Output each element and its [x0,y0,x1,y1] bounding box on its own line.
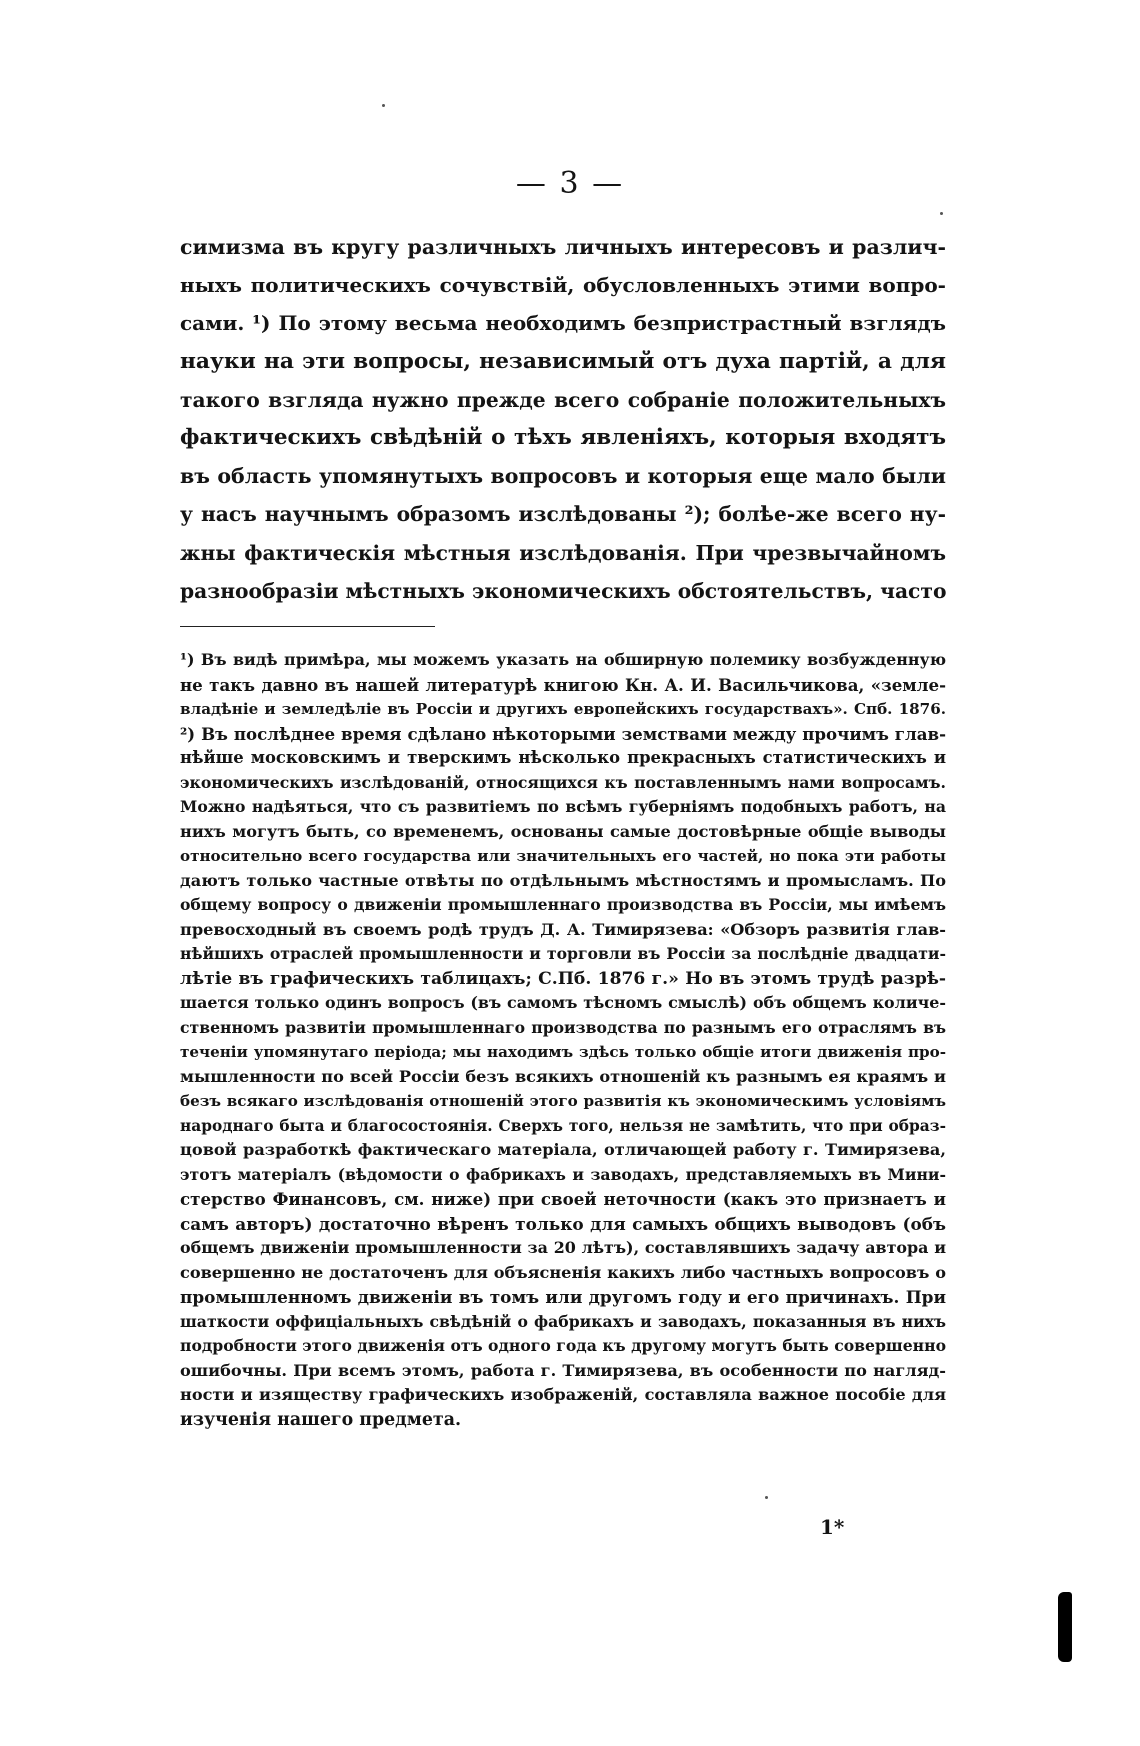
footnote-line: шаткости оффиціальныхъ свѣдѣній о фабрикахъ и заводахъ, показанныя въ нихъ [180,1311,946,1331]
footnote-line: даютъ только частные отвѣты по отдѣльнымъ мѣстностямъ и промысламъ. По [180,870,946,890]
footnote-line: владѣніе и земледѣліе въ Россіи и другихъ европейскихъ государствахъ». Спб. 1876. [180,700,946,718]
footnote-line: безъ всякаго изслѣдованія отношеній этого развитія къ экономическимъ условіямъ [180,1092,946,1110]
footnote-line: общемъ движеніи промышленности за 20 лѣтъ), составлявшихъ задачу автора и [180,1238,946,1257]
scan-speck [382,104,385,107]
scan-speck [765,1496,768,1499]
footnote-line: лѣтіе въ графическихъ таблицахъ; С.Пб. 1876 г.» Но въ этомъ трудѣ разрѣ- [180,968,946,989]
footnote-line: народнаго быта и благосостоянія. Сверхъ того, нельзя не замѣтить, что при образ- [180,1116,946,1135]
main-text-line: въ область упомянутыхъ вопросовъ и которыя еще мало были [180,464,946,489]
footnote-line: промышленномъ движеніи въ томъ или другомъ году и его причинахъ. При [180,1287,946,1307]
footnote-line: Можно надѣяться, что съ развитіемъ по всѣмъ губерніямъ подобныхъ работъ, на [180,797,946,816]
footnote-line: относительно всего государства или значительныхъ его частей, но пока эти работы [180,847,946,865]
signature-mark: 1* [820,1515,845,1539]
footnote-line: превосходный въ своемъ родѣ трудъ Д. А. Тимирязева: «Обзоръ развитія глав- [180,919,946,939]
footnote-line: ности и изяществу графическихъ изображеній, составляла важное пособіе для [180,1385,946,1404]
scan-artifact [1058,1592,1072,1662]
footnote-line: этотъ матеріалъ (вѣдомости о фабрикахъ и заводахъ, представляемыхъ въ Мини- [180,1164,946,1184]
footnote-line: общему вопросу о движеніи промышленнаго производства въ Россіи, мы имѣемъ [180,895,946,914]
footnotes [180,648,946,1432]
main-text-line: науки на эти вопросы, независимый отъ духа партій, а для [180,348,946,374]
footnote-line: ¹) Въ видѣ примѣра, мы можемъ указать на обширную полемику возбужденную [180,650,946,669]
main-text-line: разнообразіи мѣстныхъ экономическихъ обстоятельствъ, часто [180,578,947,603]
footnote-line: цовой разработкѣ фактическаго матеріала, отличающей работу г. Тимирязева, [180,1140,946,1159]
footnote-line: мышленности по всей Россіи безъ всякихъ отношеній къ разнымъ ея краямъ и [180,1066,946,1086]
scan-speck [940,212,943,215]
main-text-line: ныхъ политическихъ сочувствій, обусловленныхъ этими вопро- [180,273,946,298]
footnote-line: ²) Въ послѣднее время сдѣлано нѣкоторыми земствами между прочимъ глав- [180,723,946,744]
footnote-divider [180,626,435,627]
footnote-line: нѣйшихъ отраслей промышленности и торговли въ Россіи за послѣдніе двадцати- [180,944,946,963]
footnote-line: не такъ давно въ нашей литературѣ книгою Кн. А. И. Васильчикова, «земле- [180,674,946,695]
footnote-line: нихъ могутъ быть, со временемъ, основаны самые достовѣрные общіе выводы [180,821,946,841]
main-text [180,228,946,610]
footnote-line: самъ авторъ) достаточно вѣренъ только для самыхъ общихъ выводовъ (объ [180,1213,946,1234]
main-text-line: у насъ научнымъ образомъ изслѣдованы ²); болѣе-же всего ну- [180,502,946,527]
main-text-line: симизма въ кругу различныхъ личныхъ интересовъ и различ- [180,235,946,259]
footnote-line: экономическихъ изслѣдованій, относящихся къ поставленнымъ нами вопросамъ. [180,772,946,792]
main-text-line: жны фактическія мѣстныя изслѣдованія. При чрезвычайномъ [180,540,946,565]
footnote-line: совершенно не достаточенъ для объясненія какихъ либо частныхъ вопросовъ о [180,1262,946,1282]
footnote-line: ошибочны. При всемъ этомъ, работа г. Тимирязева, въ особенности по нагляд- [180,1360,946,1380]
main-text-line: сами. ¹) По этому весьма необходимъ безпристрастный взглядъ [180,311,946,336]
footnote-line: нѣйше московскимъ и тверскимъ нѣсколько прекрасныхъ статистическихъ и [180,748,946,767]
footnote-line: ственномъ развитіи промышленнаго производства по разнымъ его отраслямъ въ [180,1017,946,1037]
page-number: — 3 — [515,166,625,201]
footnote-line: подробности этого движенія отъ одного года къ другому могутъ быть совершенно [180,1336,946,1355]
main-text-line: такого взгляда нужно прежде всего собраніе положительныхъ [180,387,946,412]
footnote-line: изученія нашего предмета. [180,1409,462,1430]
main-text-line: фактическихъ свѣдѣній о тѣхъ явленіяхъ, которыя входятъ [180,424,946,450]
footnote-line: теченіи упомянутаго періода; мы находимъ здѣсь только общіе итоги движенія про- [180,1043,946,1061]
footnote-line: стерство Финансовъ, см. ниже) при своей неточности (какъ это признаетъ и [180,1189,946,1209]
footnote-line: шается только одинъ вопросъ (въ самомъ тѣсномъ смыслѣ) объ общемъ количе- [180,993,946,1012]
